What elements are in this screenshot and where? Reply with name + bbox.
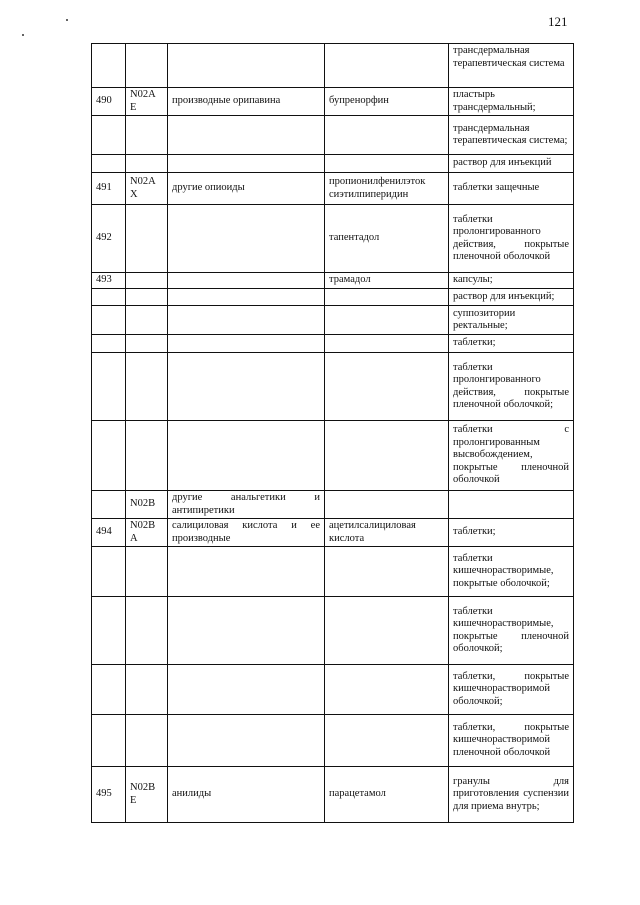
atc-code-cell (126, 353, 168, 421)
medicines-table (91, 43, 574, 823)
row-number-cell: 491 (92, 173, 126, 205)
table-row (92, 597, 574, 665)
group-name-cell (168, 353, 325, 421)
table-row (92, 116, 574, 155)
table-row (92, 155, 574, 173)
dosage-form-cell: раствор для инъекций (449, 155, 574, 173)
dosage-form-cell: трансдермальная терапевтическая система; (449, 116, 574, 155)
atc-code-cell (126, 665, 168, 715)
group-name-cell: другие опиоиды (168, 173, 325, 205)
substance-cell: ацетилсалициловая кислота (325, 519, 449, 547)
atc-code-cell (126, 116, 168, 155)
dosage-form-cell: пластырь трансдермальный; (449, 88, 574, 116)
substance-cell: тапентадол (325, 205, 449, 273)
table-row (92, 306, 574, 335)
dosage-form-cell (449, 491, 574, 519)
dosage-form-cell: таблетки кишечнорастворимые, покрытые оболочкой; (449, 547, 574, 597)
row-number-cell (92, 289, 126, 306)
dosage-form-cell: таблетки кишечнорастворимые, покрытые пленочной оболочкой; (449, 597, 574, 665)
group-name-cell (168, 665, 325, 715)
substance-cell: трамадол (325, 273, 449, 289)
table-row (92, 547, 574, 597)
row-number-cell (92, 335, 126, 353)
dosage-form-cell: гранулы для приготовления суспензии для приема внутрь; (449, 767, 574, 823)
group-name-cell: производные орипавина (168, 88, 325, 116)
table-row (92, 173, 574, 205)
table-row (92, 88, 574, 116)
group-name-cell (168, 715, 325, 767)
table-body (92, 44, 574, 823)
dosage-form-cell: таблетки пролонгированного действия, покрытые пленочной оболочкой; (449, 353, 574, 421)
group-name-cell (168, 155, 325, 173)
table-row (92, 44, 574, 88)
dosage-form-cell: таблетки; (449, 335, 574, 353)
substance-cell: бупренорфин (325, 88, 449, 116)
table-row (92, 421, 574, 491)
dosage-form-cell: таблетки с пролонгированным высвобождением, покрытые пленочной оболочкой (449, 421, 574, 491)
row-number-cell (92, 665, 126, 715)
substance-cell (325, 306, 449, 335)
atc-code-cell (126, 155, 168, 173)
substance-cell (325, 491, 449, 519)
row-number-cell (92, 44, 126, 88)
group-name-cell (168, 547, 325, 597)
row-number-cell: 495 (92, 767, 126, 823)
table-row (92, 205, 574, 273)
atc-code-cell (126, 289, 168, 306)
table-row (92, 715, 574, 767)
atc-code-cell: N02A E (126, 88, 168, 116)
substance-cell (325, 335, 449, 353)
table-row (92, 353, 574, 421)
substance-cell (325, 597, 449, 665)
group-name-cell: другие анальгетики и антипиретики (168, 491, 325, 519)
atc-code-cell (126, 597, 168, 665)
substance-cell (325, 353, 449, 421)
row-number-cell: 494 (92, 519, 126, 547)
row-number-cell: 492 (92, 205, 126, 273)
table-row (92, 519, 574, 547)
table-row (92, 665, 574, 715)
row-number-cell (92, 421, 126, 491)
row-number-cell (92, 116, 126, 155)
row-number-cell (92, 155, 126, 173)
atc-code-cell (126, 335, 168, 353)
atc-code-cell (126, 306, 168, 335)
dosage-form-cell: суппозитории ректальные; (449, 306, 574, 335)
group-name-cell (168, 597, 325, 665)
scan-speck (22, 34, 24, 36)
atc-code-cell (126, 205, 168, 273)
row-number-cell (92, 597, 126, 665)
substance-cell: парацетамол (325, 767, 449, 823)
dosage-form-cell: таблетки защечные (449, 173, 574, 205)
table-row (92, 273, 574, 289)
group-name-cell: салициловая кислота и ее производные (168, 519, 325, 547)
substance-cell (325, 715, 449, 767)
group-name-cell (168, 44, 325, 88)
substance-cell (325, 421, 449, 491)
dosage-form-cell: таблетки пролонгированного действия, покрытые пленочной оболочкой (449, 205, 574, 273)
atc-code-cell (126, 273, 168, 289)
group-name-cell (168, 205, 325, 273)
substance-cell: пропионилфенилэток сиэтилпиперидин (325, 173, 449, 205)
row-number-cell: 490 (92, 88, 126, 116)
substance-cell (325, 547, 449, 597)
row-number-cell (92, 353, 126, 421)
dosage-form-cell: капсулы; (449, 273, 574, 289)
dosage-form-cell: таблетки, покрытые кишечнорастворимой оболочкой; (449, 665, 574, 715)
scan-speck (66, 19, 68, 21)
table-row (92, 289, 574, 306)
dosage-form-cell: трансдермальная терапевтическая система (449, 44, 574, 88)
group-name-cell (168, 116, 325, 155)
substance-cell (325, 155, 449, 173)
atc-code-cell: N02B (126, 491, 168, 519)
group-name-cell (168, 306, 325, 335)
atc-code-cell (126, 421, 168, 491)
substance-cell (325, 116, 449, 155)
substance-cell (325, 665, 449, 715)
group-name-cell (168, 289, 325, 306)
atc-code-cell: N02B A (126, 519, 168, 547)
row-number-cell (92, 547, 126, 597)
table-row (92, 491, 574, 519)
row-number-cell (92, 491, 126, 519)
atc-code-cell (126, 715, 168, 767)
substance-cell (325, 289, 449, 306)
group-name-cell (168, 273, 325, 289)
atc-code-cell: N02A X (126, 173, 168, 205)
dosage-form-cell: таблетки, покрытые кишечнорастворимой пленочной оболочкой (449, 715, 574, 767)
atc-code-cell (126, 547, 168, 597)
row-number-cell (92, 715, 126, 767)
page-number: 121 (548, 14, 568, 29)
atc-code-cell: N02B E (126, 767, 168, 823)
atc-code-cell (126, 44, 168, 88)
substance-cell (325, 44, 449, 88)
table-row (92, 335, 574, 353)
dosage-form-cell: таблетки; (449, 519, 574, 547)
group-name-cell: анилиды (168, 767, 325, 823)
dosage-form-cell: раствор для инъекций; (449, 289, 574, 306)
table-row (92, 767, 574, 823)
group-name-cell (168, 335, 325, 353)
group-name-cell (168, 421, 325, 491)
row-number-cell (92, 306, 126, 335)
row-number-cell: 493 (92, 273, 126, 289)
